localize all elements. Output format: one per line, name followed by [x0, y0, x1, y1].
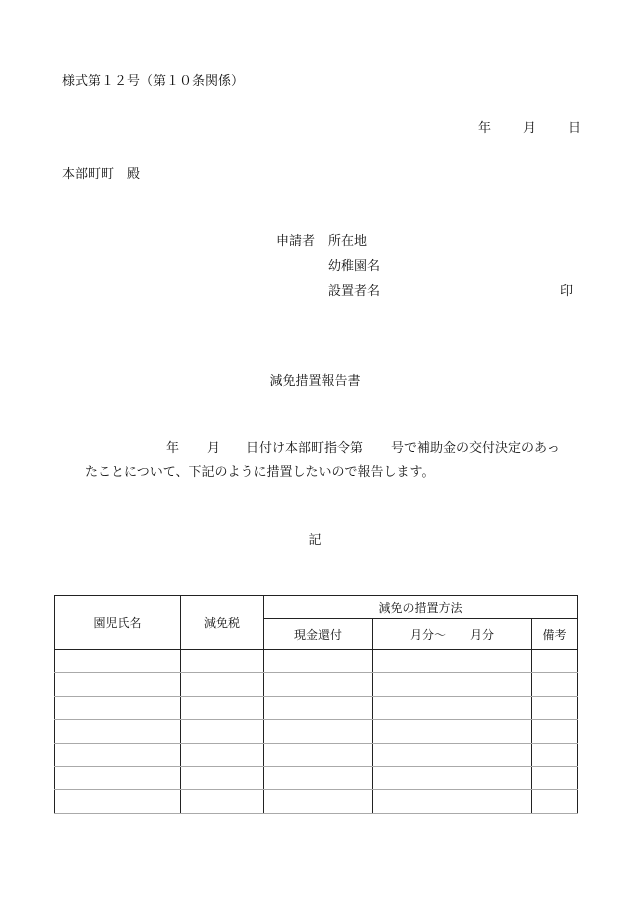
kindergarten-row: [276, 257, 380, 282]
table-cell[interactable]: [532, 766, 578, 789]
table-cell[interactable]: [373, 673, 532, 696]
applicant-address-row: [276, 232, 380, 257]
date-year: 年: [478, 121, 492, 136]
table-cell[interactable]: [532, 673, 578, 696]
table-cell[interactable]: [55, 673, 181, 696]
body-number-text: 号で補助金の交付決定のあっ: [391, 441, 560, 456]
seal-mark: 印: [560, 284, 574, 299]
table-row: [55, 743, 578, 766]
table-cell[interactable]: [264, 720, 373, 743]
body-line-2: たことについて、下記のように措置したいので報告します。: [85, 465, 435, 480]
date-line: [478, 117, 581, 136]
table-cell[interactable]: [264, 743, 373, 766]
table-row: [55, 650, 578, 673]
body-month: 月: [207, 441, 221, 456]
form-number: 様式第１２号（第１０条関係）: [62, 74, 245, 89]
body-year: 年: [166, 441, 180, 456]
table-cell[interactable]: [264, 696, 373, 719]
header-reduction: 減免税: [181, 596, 264, 650]
header-remarks: 備考: [532, 619, 578, 650]
table-cell[interactable]: [264, 673, 373, 696]
header-cash-refund: 現金還付: [264, 619, 373, 650]
table-cell[interactable]: [55, 650, 181, 673]
table-cell[interactable]: [55, 696, 181, 719]
table-cell[interactable]: [373, 720, 532, 743]
table-cell[interactable]: [532, 720, 578, 743]
addressee: 本部町町 殿: [62, 167, 141, 182]
table-cell[interactable]: [373, 743, 532, 766]
table-row: [55, 673, 578, 696]
table-cell[interactable]: [181, 696, 264, 719]
date-day: 日: [568, 121, 582, 136]
header-method: 減免の措置方法: [264, 596, 578, 619]
table-cell[interactable]: [264, 790, 373, 813]
table-cell[interactable]: [373, 790, 532, 813]
table-cell[interactable]: [264, 766, 373, 789]
table-row: [55, 790, 578, 813]
header-months: 月分～ 月分: [373, 619, 532, 650]
table-row: [55, 696, 578, 719]
founder-row: [276, 282, 574, 307]
table-cell[interactable]: [181, 790, 264, 813]
reduction-table: [54, 595, 578, 814]
applicant-label: 申請者: [276, 234, 316, 249]
table-cell[interactable]: [181, 766, 264, 789]
table-cell[interactable]: [373, 696, 532, 719]
table-cell[interactable]: [532, 743, 578, 766]
table-cell[interactable]: [55, 790, 181, 813]
table-cell[interactable]: [373, 766, 532, 789]
table-cell[interactable]: [264, 650, 373, 673]
address-label: 所在地: [328, 234, 368, 249]
table-cell[interactable]: [532, 790, 578, 813]
date-month: 月: [523, 121, 537, 136]
table-cell[interactable]: [181, 673, 264, 696]
kindergarten-label: 幼稚園名: [328, 259, 381, 274]
table-cell[interactable]: [55, 766, 181, 789]
table-cell[interactable]: [181, 650, 264, 673]
table-cell[interactable]: [181, 720, 264, 743]
founder-label: 設置者名: [328, 284, 381, 299]
document-title: 減免措置報告書: [269, 374, 361, 389]
table-body: [55, 650, 578, 814]
applicant-block: [276, 232, 574, 307]
table-cell[interactable]: [55, 743, 181, 766]
header-child-name: 園児氏名: [55, 596, 181, 650]
body-day-text: 日付け本部町指令第: [246, 441, 364, 456]
ki-heading: 記: [308, 533, 322, 548]
table-row: [55, 766, 578, 789]
table-cell[interactable]: [532, 650, 578, 673]
table-cell[interactable]: [55, 720, 181, 743]
table-row: [55, 720, 578, 743]
table-cell[interactable]: [181, 743, 264, 766]
table-cell[interactable]: [373, 650, 532, 673]
body-line-1: [166, 437, 560, 456]
table-cell[interactable]: [532, 696, 578, 719]
